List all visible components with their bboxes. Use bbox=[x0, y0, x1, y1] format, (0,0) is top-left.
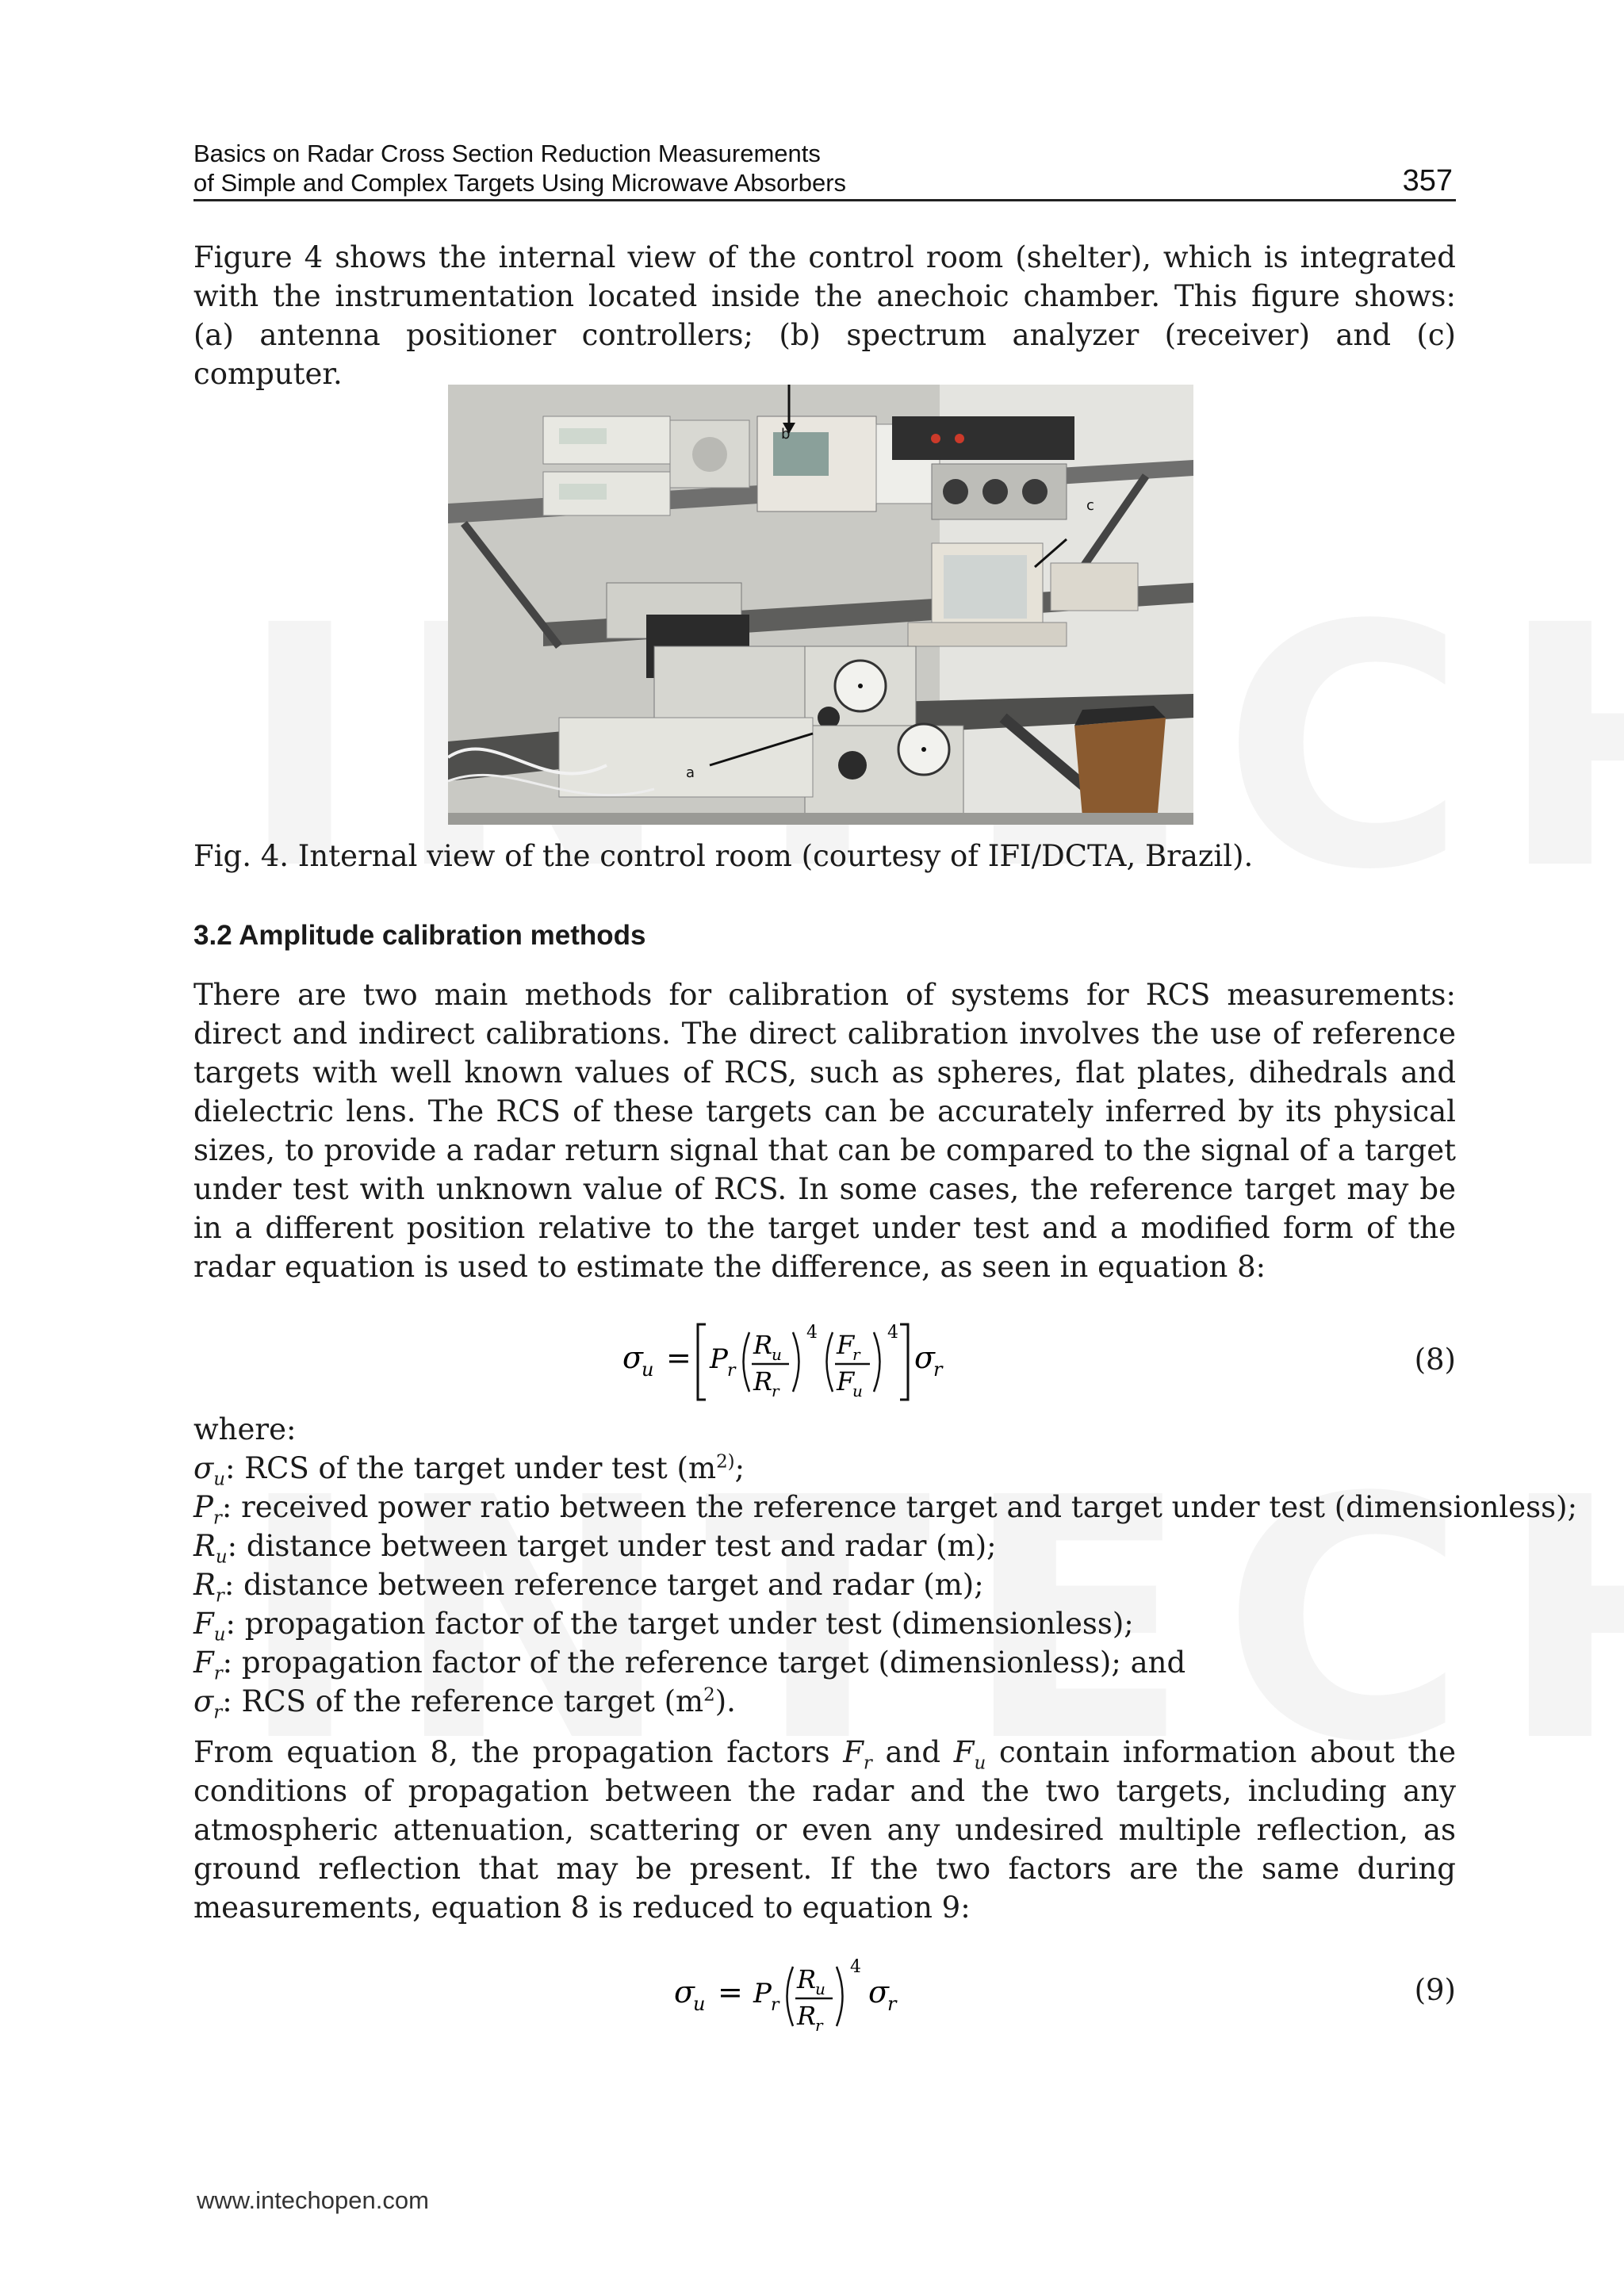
eq8-exp-1: 4 bbox=[806, 1323, 818, 1343]
svg-text:σ: σ bbox=[914, 1340, 935, 1375]
svg-text:R: R bbox=[753, 1330, 773, 1360]
running-title-line-1: Basics on Radar Cross Section Reduction Measurements bbox=[193, 140, 821, 167]
svg-text:r: r bbox=[815, 2016, 823, 2035]
footer-url: www.intechopen.com bbox=[197, 2186, 429, 2214]
label-c: c bbox=[1086, 497, 1094, 514]
calibration-paragraph: There are two main methods for calibration of systems for RCS measurements: direct and indirect calibrations. The direct calibration involves the use of reference targets with well known values of RCS, such as spheres, flat plates, dihedrals and dielectric lens. The RCS of these targets can be accurately inferred by its physical sizes, to provide a radar return signal that can be compared to the signal of a target under test with unknown value of RCS. In some cases, the reference target may be in a different position relative to the target under test and a modified form of the radar equation is used to estimate the difference, as seen in equation 8: bbox=[193, 978, 1456, 1284]
svg-text:u: u bbox=[693, 1993, 706, 2015]
running-header bbox=[193, 139, 1456, 201]
svg-text:P: P bbox=[753, 1978, 772, 2009]
intro-paragraph: Figure 4 shows the internal view of the control room (shelter), which is integrated with the instrumentation located inside the anechoic chamber. This figure shows: (a) antenna positioner controllers; (b) spectrum analyzer (receiver) and (c) computer. bbox=[193, 240, 1456, 391]
equation-9-number: (9) bbox=[1414, 1973, 1456, 2007]
label-b: b bbox=[781, 426, 791, 442]
svg-text:u: u bbox=[642, 1358, 654, 1381]
definition-item: $R_r$: distance between reference target and radar (m); bbox=[193, 1568, 984, 1607]
svg-text:u: u bbox=[815, 1979, 825, 1998]
svg-text:=: = bbox=[666, 1340, 691, 1375]
svg-text:r: r bbox=[772, 1381, 779, 1400]
eq9-exp: 4 bbox=[850, 1957, 861, 1977]
page-number: 357 bbox=[1402, 164, 1453, 197]
running-title-line-2: of Simple and Complex Targets Using Microwave Absorbers bbox=[193, 169, 847, 197]
svg-text:R: R bbox=[753, 1366, 773, 1396]
running-title bbox=[193, 139, 846, 197]
definition-item: $P_r$: received power ratio between the reference target and target under test (dimensionless); bbox=[193, 1490, 1578, 1529]
svg-text:u: u bbox=[772, 1345, 782, 1364]
svg-text:F: F bbox=[837, 1330, 855, 1360]
section-heading: 3.2 Amplitude calibration methods bbox=[193, 920, 646, 951]
svg-text:u: u bbox=[852, 1381, 863, 1400]
svg-text:P: P bbox=[710, 1343, 728, 1375]
svg-text:σ: σ bbox=[868, 1975, 889, 2009]
svg-text:σ: σ bbox=[674, 1975, 695, 2009]
svg-text:R: R bbox=[797, 2001, 817, 2031]
label-a: a bbox=[686, 764, 695, 781]
figure-4-photo bbox=[448, 385, 1193, 825]
definition-item: $R_u$: distance between target under test and radar (m); bbox=[193, 1529, 997, 1568]
svg-text:r: r bbox=[727, 1361, 736, 1381]
equation-9 bbox=[674, 1947, 904, 2042]
svg-text:F: F bbox=[837, 1366, 855, 1396]
definition-item: $F_u$: propagation factor of the target under test (dimensionless); bbox=[193, 1607, 1134, 1645]
equation-8 bbox=[622, 1312, 956, 1408]
svg-text:r: r bbox=[771, 1995, 779, 2015]
eq8-exp-2: 4 bbox=[887, 1323, 898, 1343]
figure-caption: Fig. 4. Internal view of the control room (courtesy of IFI/DCTA, Brazil). bbox=[193, 839, 1254, 873]
equation-8-number: (8) bbox=[1414, 1343, 1456, 1377]
definition-item: $\sigma_u$: RCS of the target under test ($m^{2)}$; bbox=[193, 1451, 745, 1490]
svg-text:σ: σ bbox=[622, 1340, 643, 1375]
propagation-paragraph: From equation 8, the propagation factors $F_r$ and $F_u$ contain information about the conditions of propagation between the radar and the two targets, including any atmospheric attenuation, scattering or even any undesired multiple reflection, as ground reflection that may be present. If the two factors are the same during measurements, equation 8 is reduced to equation 9: bbox=[193, 1735, 1456, 1925]
svg-text:=: = bbox=[718, 1975, 743, 2009]
definition-item: $F_r$: propagation factor of the reference target (dimensionless); and bbox=[193, 1645, 1186, 1684]
control-room-illustration bbox=[448, 385, 1193, 825]
svg-text:r: r bbox=[887, 1993, 897, 2015]
definition-item: $\sigma_r$: RCS of the reference target $(m^2)$. bbox=[193, 1684, 736, 1723]
definitions-where: where: bbox=[193, 1412, 297, 1446]
svg-text:R: R bbox=[797, 1964, 817, 1994]
svg-text:r: r bbox=[852, 1345, 860, 1364]
svg-text:r: r bbox=[933, 1358, 943, 1381]
definitions-list bbox=[193, 1410, 1577, 1721]
